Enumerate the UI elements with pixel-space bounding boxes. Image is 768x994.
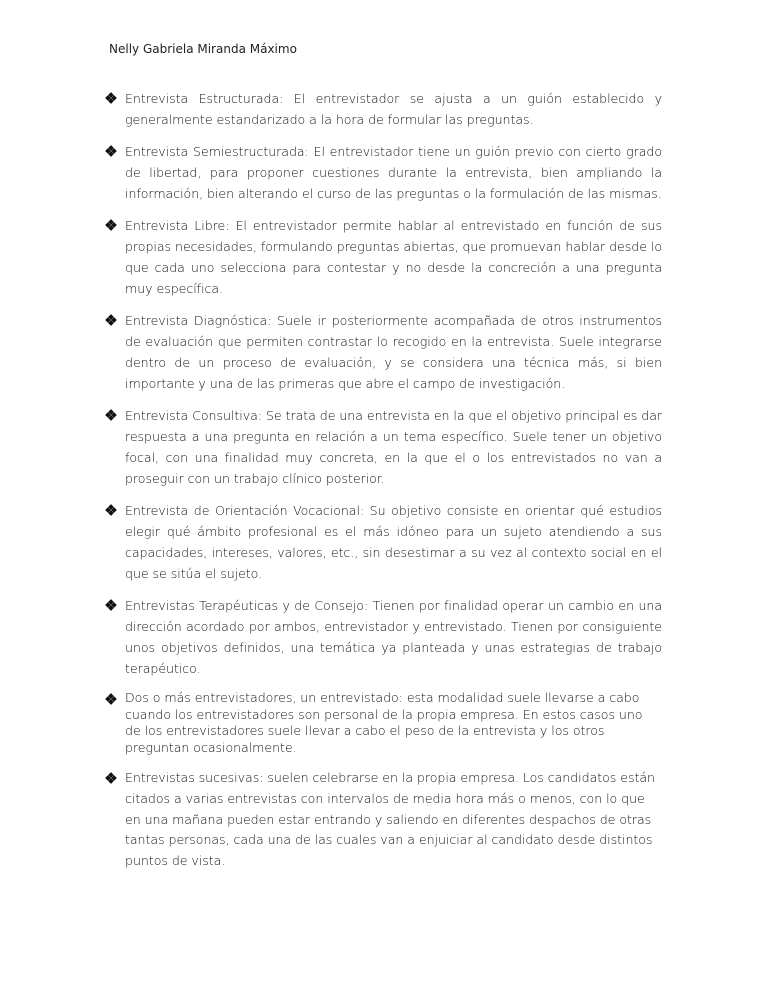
diamond-bullet-icon	[106, 405, 118, 427]
diamond-bullet-icon	[106, 768, 118, 791]
list-item-text: Entrevistas sucesivas: suelen celebrarse en la propia empresa. Los candidatos están citados a varias entrevistas con intervalos de media hora más o menos, con lo que en una mañana pueden estar entrando y saliendo en diferentes despachos de otras tantas personas, cada una de las cuales van a enjuiciar al candidato desde distintos puntos de vista.	[125, 770, 655, 868]
list-item	[106, 310, 662, 394]
list-item	[106, 88, 662, 130]
list-item	[106, 215, 662, 299]
page-header-author: Nelly Gabriela Miranda Máximo	[109, 42, 297, 56]
list-item-text: Entrevista Consultiva: Se trata de una entrevista en la que el objetivo principal es dar respuesta a una pregunta en relación a un tema específico. Suele tener un objetivo focal, con una finalidad muy concreta, en la que el o los entrevistados no van a proseguir con un trabajo clínico posterior.	[125, 408, 662, 486]
diamond-bullet-icon	[106, 310, 118, 332]
diamond-bullet-icon	[106, 141, 118, 163]
diamond-bullet-icon	[106, 215, 118, 237]
list-item-text: Entrevistas Terapéuticas y de Consejo: Tienen por finalidad operar un cambio en una dirección acordado por ambos, entrevistador y entrevistado. Tienen por consiguiente unos objetivos definidos, una temática ya planteada y unas estrategias de trabajo terapéutico.	[125, 598, 662, 676]
list-item-text: Entrevista Diagnóstica: Suele ir posteriormente acompañada de otros instrumentos de evaluación que permiten contrastar lo recogido en la entrevista. Suele integrarse dentro de un proceso de evaluación, y se considera una técnica más, si bien importante y una de las primeras que abre el campo de investigación.	[125, 313, 662, 391]
list-item	[106, 690, 662, 756]
list-item	[106, 141, 662, 204]
list-item	[106, 768, 662, 871]
diamond-bullet-icon	[106, 689, 118, 710]
list-item	[106, 405, 662, 489]
list-item-text: Dos o más entrevistadores, un entrevistado: esta modalidad suele llevarse a cabo cuando los entrevistadores son personal de la propia empresa. En estos casos uno de los entrevistadores suele llevar a cabo el peso de la entrevista y los otros preguntan ocasionalmente.	[125, 690, 643, 755]
diamond-bullet-icon	[106, 500, 118, 522]
diamond-bullet-icon	[106, 88, 118, 110]
list-item-text: Entrevista de Orientación Vocacional: Su objetivo consiste en orientar qué estudios elegir qué ámbito profesional es el más idóneo para un sujeto atendiendo a sus capacidades, intereses, valores, etc., sin desestimar a su vez al contexto social en el que se sitúa el sujeto.	[125, 503, 662, 581]
list-item	[106, 500, 662, 584]
list-item-text: Entrevista Libre: El entrevistador permite hablar al entrevistado en función de sus propias necesidades, formulando preguntas abiertas, que promuevan hablar desde lo que cada uno selecciona para contestar y no desde la concreción a una pregunta muy específica.	[125, 218, 662, 296]
list-item-text: Entrevista Estructurada: El entrevistador se ajusta a un guión establecido y generalmente estandarizado a la hora de formular las preguntas.	[125, 91, 662, 127]
list-item-text: Entrevista Semiestructurada: El entrevistador tiene un guión previo con cierto grado de libertad, para proponer cuestiones durante la entrevista, bien ampliando la información, bien alterando el curso de las preguntas o la formulación de las mismas.	[125, 144, 662, 201]
diamond-bullet-icon	[106, 595, 118, 617]
interview-types-list	[106, 88, 662, 882]
list-item	[106, 595, 662, 679]
